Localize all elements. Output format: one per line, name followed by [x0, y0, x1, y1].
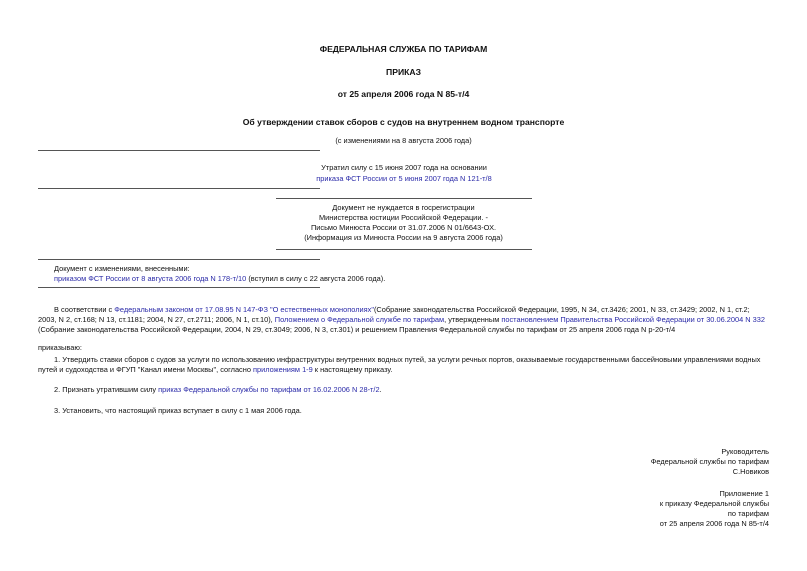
appendix-block	[469, 489, 769, 529]
divider	[38, 259, 320, 260]
item-text: 2. Признать утратившим силу	[54, 385, 159, 394]
registration-line: (Информация из Минюста России на 9 августа 2006 года)	[304, 233, 503, 242]
item-text: .	[379, 385, 382, 394]
appendix-line: от 25 апреля 2006 года N 85-т/4	[659, 519, 769, 528]
agency-name: ФЕДЕРАЛЬНАЯ СЛУЖБА ПО ТАРИФАМ	[319, 44, 488, 54]
registration-line: Министерства юстиции Российской Федерации. -	[318, 213, 489, 222]
appendices-link[interactable]: приложениям 1-9	[253, 365, 313, 374]
federal-law-link[interactable]: Федеральным законом от 17.08.95 N 147-ФЗ "О естественных монополиях"	[114, 305, 374, 314]
document-date-number: от 25 апреля 2006 года N 85-т/4	[337, 89, 470, 99]
preamble-text: , утвержденным	[444, 315, 502, 324]
order-item-1	[38, 355, 770, 375]
registration-note	[0, 203, 807, 243]
changes-note-text: Документ с изменениями, внесенными:	[54, 264, 190, 273]
registration-line: Письмо Минюста России от 31.07.2006 N 01/6643-ОХ.	[310, 223, 497, 232]
divider	[38, 150, 320, 151]
preamble-text: (Собрание законодательства Российской Федерации, 1995, N 34, ст.3426; 2001, N 33, ст.3429; 2002, N 1, ст.2; 2003, N 2, ст.168; N 13, ст.1181; 2004, N 27, ст.2711; 2006, N 1, ст.10),	[38, 305, 750, 324]
divider	[276, 198, 532, 199]
appendix-line: Приложение 1	[719, 489, 769, 498]
preamble-text: (Собрание законодательства Российской Федерации, 2004, N 29, ст.3049; 2006, N 3, ст.301) и решением Правления Федеральной службы по тарифам от 25 апреля 2006 года N р-20-т/4	[38, 325, 676, 334]
order-item-2	[38, 385, 770, 395]
divider	[276, 249, 532, 250]
order-item-3: 3. Установить, что настоящий приказ вступает в силу с 1 мая 2006 года.	[54, 406, 302, 415]
revision-note: (с изменениями на 8 августа 2006 года)	[335, 136, 472, 145]
document-title: Об утверждении ставок сборов с судов на внутреннем водном транспорте	[242, 117, 565, 127]
signature-line: Руководитель	[721, 447, 769, 456]
repealed-order-link[interactable]: приказ Федеральной службы по тарифам от 16.02.2006 N 28-т/2	[158, 385, 380, 394]
appendix-line: к приказу Федеральной службы	[659, 499, 769, 508]
appendix-line: по тарифам	[727, 509, 769, 518]
preamble-paragraph	[38, 305, 770, 335]
item-text: к настоящему приказу.	[312, 365, 393, 374]
signature-line: С.Новиков	[732, 467, 769, 476]
repeal-note-text: Утратил силу с 15 июня 2007 года на основании	[321, 163, 487, 172]
signature-line: Федеральной службы по тарифам	[650, 457, 769, 466]
divider	[38, 188, 320, 189]
changes-note-line	[54, 274, 385, 283]
document-type: ПРИКАЗ	[386, 67, 421, 77]
item-text: 1. Утвердить ставки сборов с судов за услуги по использованию инфраструктуры внутренних водных путей, за услуги речных портов, оказываемые государственными бассейновыми управлениями водных путей и судоходства и ФГУП "Канал имени Москвы", согласно	[38, 355, 761, 374]
regulation-link[interactable]: Положением о Федеральной службе по тарифам	[274, 315, 445, 324]
divider	[38, 287, 320, 288]
registration-line: Документ не нуждается в госрегистрации	[332, 203, 475, 212]
order-word: приказываю:	[38, 343, 82, 352]
repeal-order-link[interactable]: приказа ФСТ России от 5 июня 2007 года N 121-т/8	[316, 174, 492, 183]
signature-block	[469, 447, 769, 477]
changes-order-link[interactable]: приказом ФСТ России от 8 августа 2006 года N 178-т/10	[54, 274, 247, 283]
repeal-note-link-wrap	[38, 174, 770, 183]
preamble-text: В соответствии с	[54, 305, 115, 314]
government-decree-link[interactable]: постановлением Правительства Российской Федерации от 30.06.2004 N 332	[501, 315, 765, 324]
changes-note-suffix: (вступил в силу с 22 августа 2006 года).	[246, 274, 386, 283]
